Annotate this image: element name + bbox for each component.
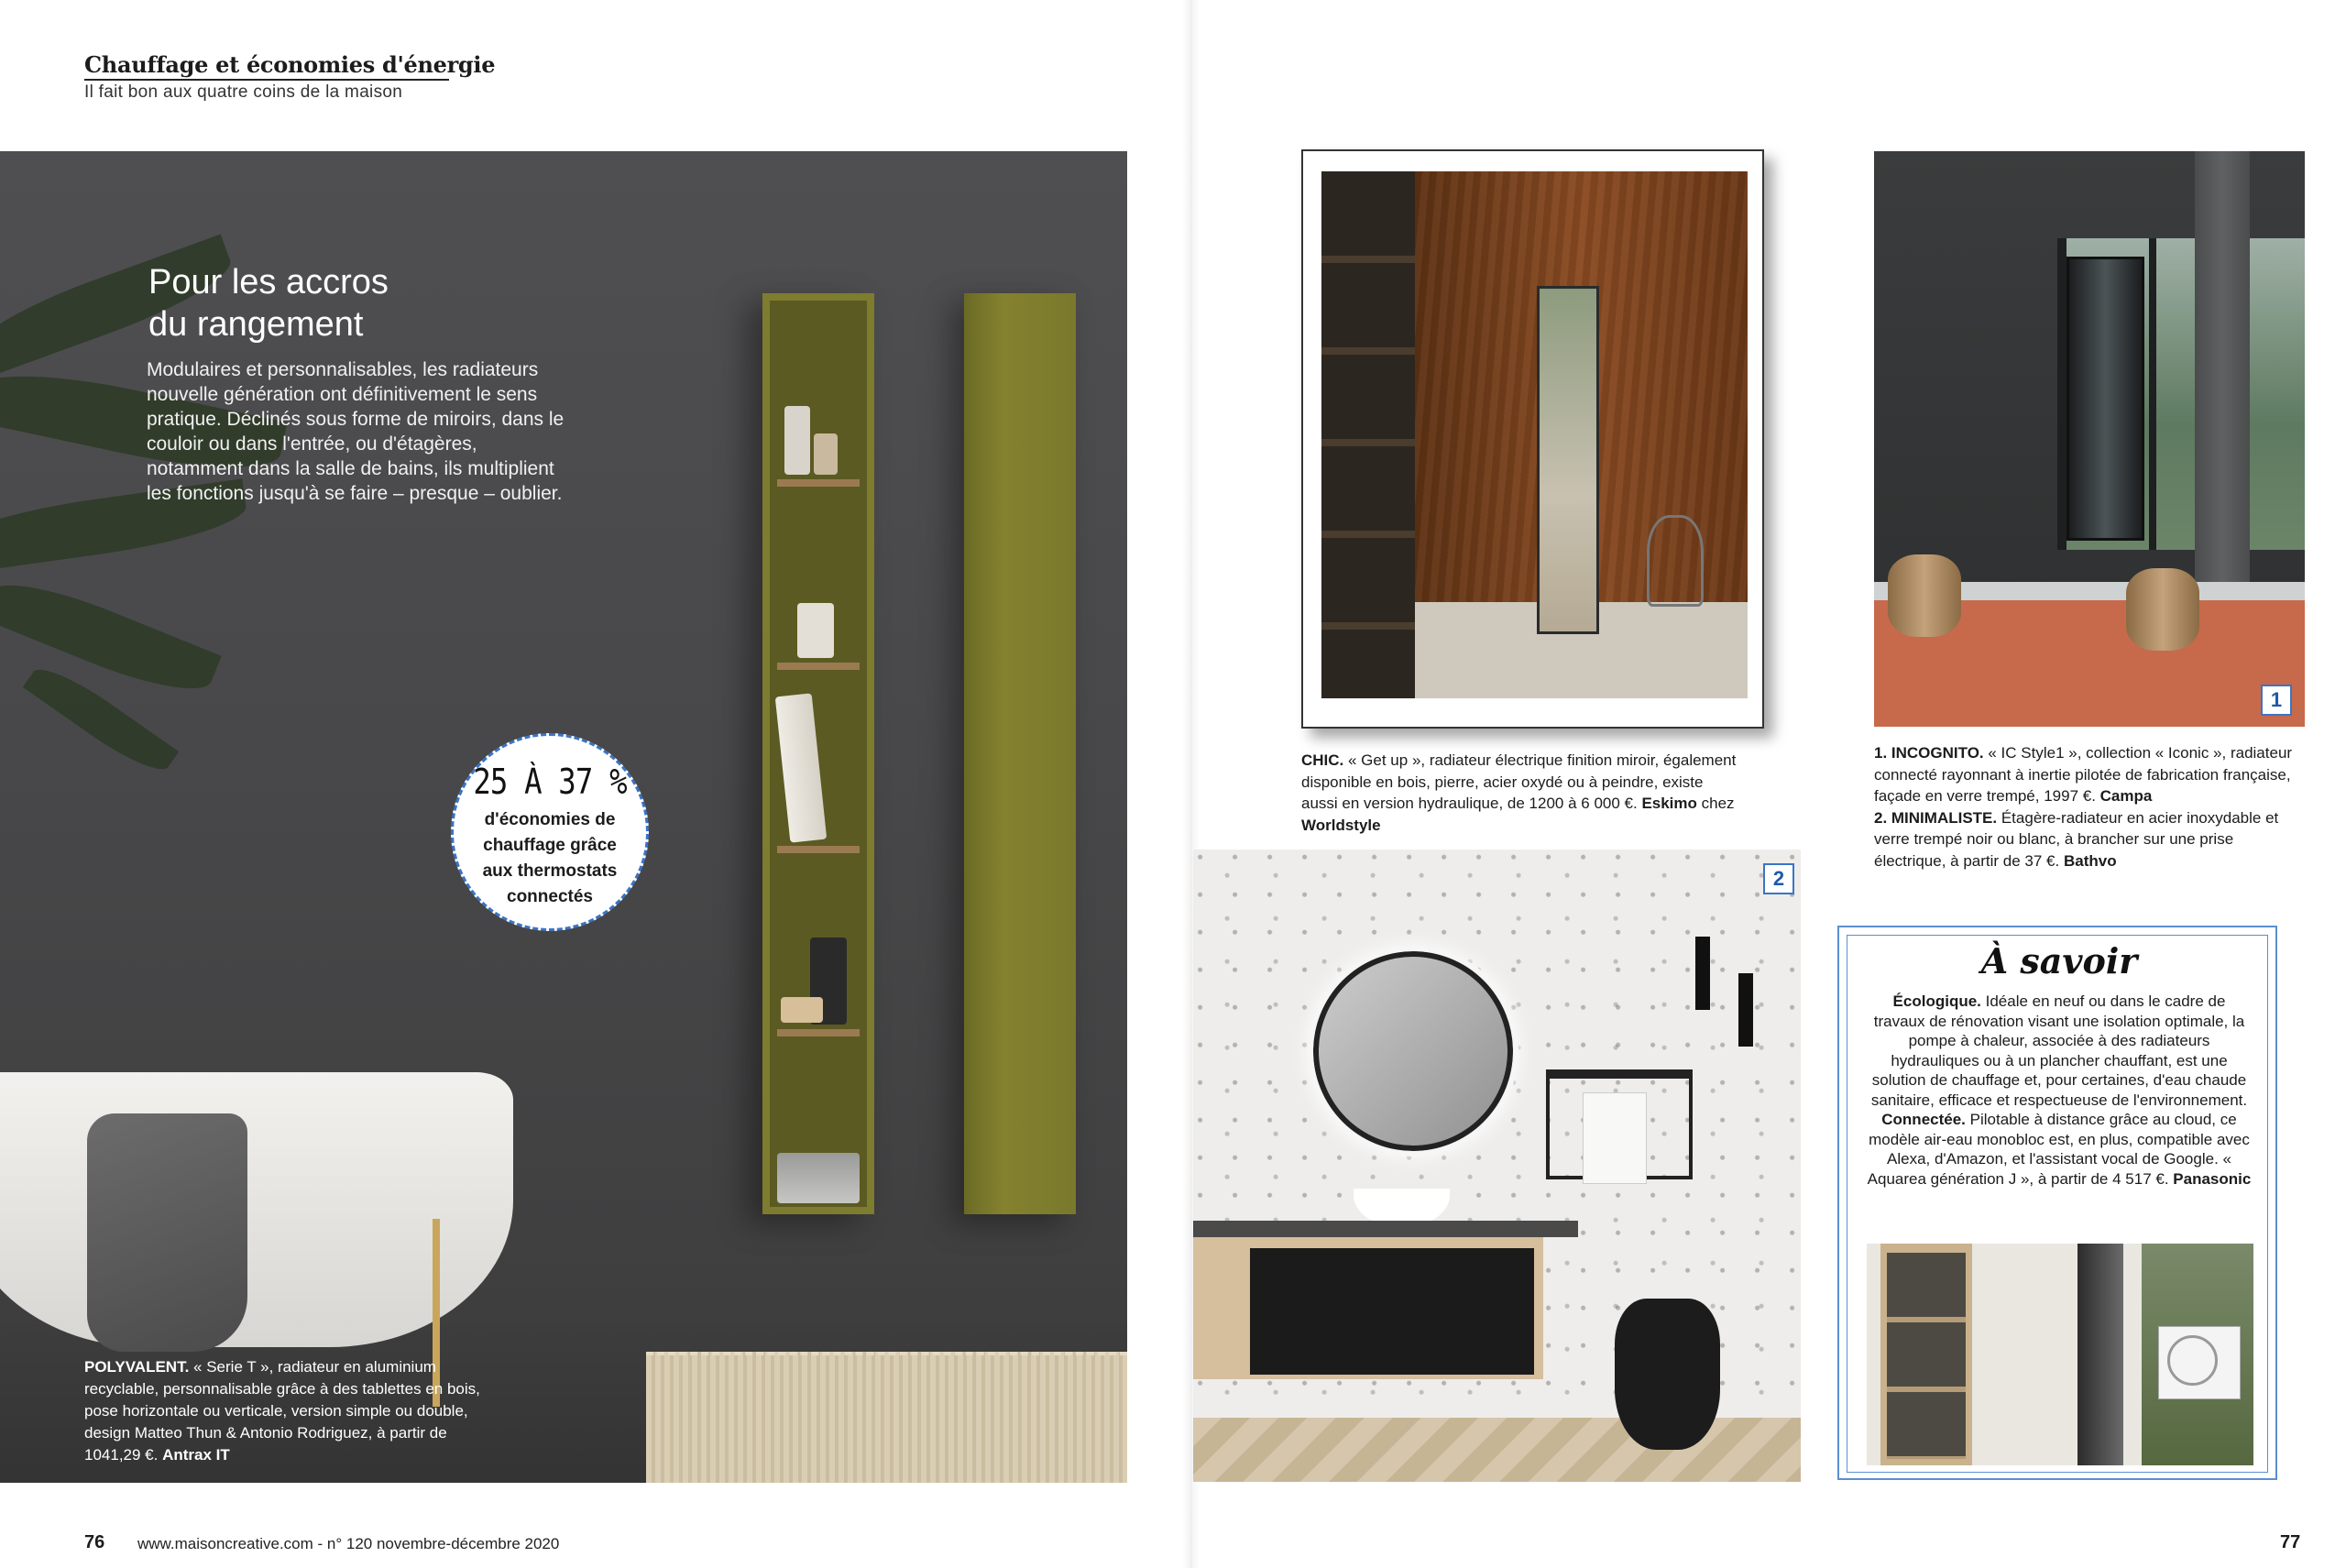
caption-text: « IC Style1 », collection « Iconic », radiateur connecté rayonnant à inertie pilotée de fabrication française, façade en verre trempé, 1997 €. [1874, 744, 2293, 805]
caption-lead: 2. MINIMALISTE. [1874, 808, 1998, 827]
photo-incognito [1874, 151, 2305, 727]
info-text: Idéale en neuf ou dans le cadre de travaux de rénovation visant une isolation optimale, la pompe à chaleur, associée à des radiateurs hydrauliques ou à un plancher chauffant, est une solution de chauffage et, pour certaines, d'eau chaude sanitaire, efficace et respectueuse de l'environnement. [1870, 992, 2248, 1109]
section-rubric: Chauffage et économies d'énergie [84, 51, 496, 78]
photo-frame-chic [1301, 149, 1764, 729]
brush [781, 997, 823, 1023]
photo-minimaliste-bathroom [1193, 850, 1801, 1482]
info-brand: Panasonic [2173, 1169, 2252, 1188]
rubric-underline [84, 79, 449, 81]
glass-radiator [2066, 257, 2144, 541]
caption-incognito-minimaliste [1874, 742, 2305, 872]
grey-towel [87, 1113, 247, 1352]
caption-text: chez [1696, 795, 1735, 812]
toilet [1615, 1299, 1720, 1450]
info-box-text [1867, 992, 2252, 1189]
info-text: Pilotable à distance grâce au cloud, ce modèle air-eau monobloc est, en plus, compatible avec Alexa, d'Amazon, et l'assistant vocal de Google. « Aquarea génération J », à partir de 4 517 €. [1867, 1111, 2250, 1188]
page-number-left: 76 [84, 1532, 105, 1552]
caption-lead: POLYVALENT. [84, 1358, 190, 1376]
caption-polyvalent [84, 1356, 488, 1466]
bottle [784, 406, 810, 475]
info-box-title: À savoir [1980, 940, 2138, 981]
shelf-board [777, 479, 860, 487]
caption-brand: Campa [2099, 787, 2153, 805]
savings-badge [451, 733, 649, 931]
article-title-line2: du rangement [148, 305, 364, 344]
footer-credit: www.maisoncreative.com - n° 120 novembre-décembre 2020 [137, 1535, 560, 1552]
badge-text: d'économies de chauffage grâce aux thermostats connectés [482, 810, 618, 906]
side-table [1647, 515, 1704, 607]
photo-number-tag: 2 [1763, 863, 1794, 894]
vanity-doors [1250, 1248, 1534, 1375]
section-subrubric: Il fait bon aux quatre coins de la maison [84, 82, 403, 102]
bookshelf [1321, 171, 1415, 698]
window-mullion [2149, 238, 2156, 550]
caption-lead: 1. INCOGNITO. [1874, 744, 1984, 762]
round-mirror [1308, 946, 1518, 1157]
photo-number-tag: 1 [2261, 685, 2292, 716]
shelf-board [777, 1029, 860, 1036]
white-towel [1583, 1092, 1647, 1184]
caption-text: « Serie T », radiateur en aluminium recyclable, personnalisable grâce à des tablettes en bois, pose horizontale ou verticale, version simple ou double, design Matteo Thun & Antonio Rodriguez, à partir de 1041,29 €. [84, 1358, 480, 1464]
wood-stool [1888, 554, 1961, 637]
folded-towels [777, 1153, 860, 1203]
caption-chic [1301, 750, 1741, 836]
page-number-right: 77 [2280, 1532, 2301, 1552]
countertop [1193, 1221, 1578, 1237]
shelf-radiator-unit [762, 293, 874, 1214]
jar [814, 433, 838, 475]
info-lead: Écologique. [1892, 992, 1981, 1010]
pendant-lamp [1738, 973, 1753, 1047]
shelf-board [777, 663, 860, 670]
caption-brand: Bathvo [2063, 851, 2117, 870]
curtain [2195, 151, 2250, 582]
article-title-line1: Pour les accros [148, 263, 389, 302]
panel-radiator [964, 293, 1076, 1214]
article-title [148, 261, 588, 345]
caption-text: Étagère-radiateur en acier inoxydable et verre trempé noir ou blanc, à brancher sur une prise électrique, à partir de 37 €. [1874, 808, 2279, 870]
hero-rug [646, 1352, 1127, 1483]
caption-text: « Get up », radiateur électrique finition miroir, également disponible en bois, pierre, acier oxydé ou à peindre, existe aussi en version hydraulique, de 1200 à 6 000 €. [1301, 751, 1737, 812]
shelf-board [777, 846, 860, 853]
caption-brand: Worldstyle [1301, 816, 1381, 834]
badge-figure: 25 À 37 % [473, 762, 627, 802]
caption-brand: Antrax IT [162, 1446, 230, 1464]
photo-heat-pump [1867, 1244, 2253, 1465]
wood-stool [2126, 568, 2199, 651]
fan-icon [2167, 1335, 2218, 1386]
books [775, 693, 828, 842]
article-intro: Modulaires et personnalisables, les radiateurs nouvelle génération ont définitivement le sens pratique. Déclinés sous forme de miroirs, dans le couloir ou dans l'entrée, ou d'étagères, notamment dans la salle de bains, ils multiplient les fonctions jusqu'à se faire – presque – oublier. [147, 359, 565, 504]
pendant-lamp [1695, 937, 1710, 1010]
diffuser [797, 603, 834, 658]
photo-mirror-radiator [1321, 171, 1748, 698]
info-box-a-savoir [1837, 926, 2277, 1480]
caption-brand: Eskimo [1641, 795, 1697, 812]
shelf-contents [1887, 1253, 1966, 1459]
door-frame [2077, 1244, 2123, 1465]
caption-lead: CHIC. [1301, 751, 1344, 769]
mirror-radiator [1537, 286, 1599, 634]
info-lead: Connectée. [1881, 1111, 1966, 1128]
